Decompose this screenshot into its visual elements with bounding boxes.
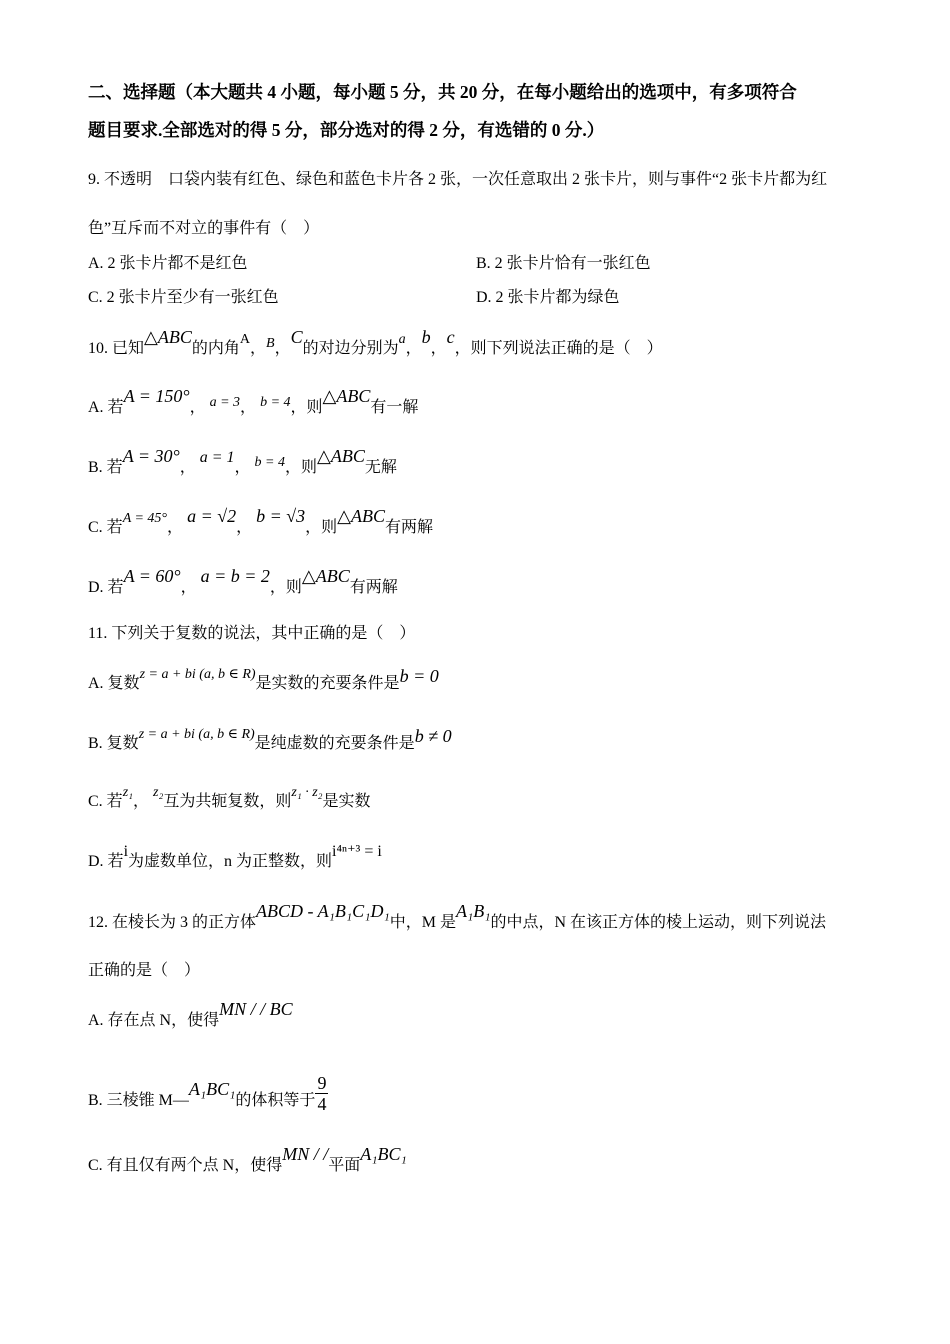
q12-b-tri: A₁BC₁ [188, 1079, 236, 1100]
q11-a-mid: 是实数的充要条件是 [255, 675, 400, 692]
q12-c-mid: 平面 [328, 1157, 361, 1174]
q12-segment: A₁B₁ [455, 901, 491, 921]
q10-side-a: a [398, 332, 406, 347]
q10-a-post: 有一解 [370, 399, 419, 416]
q10-d-cond2: a = b = 2 [200, 566, 270, 586]
q11-stem: 11. 下列关于复数的说法，其中正确的是（ ） [88, 625, 416, 642]
q11-c-z2: z₂ [153, 785, 164, 800]
q10-d-post: 有两解 [349, 579, 398, 596]
q10-b-cond1: A = 30° [122, 446, 180, 466]
q12-stem-line1 [88, 901, 870, 933]
q12-stem-line2: 正确的是（ ） [88, 962, 201, 979]
q9-option-d: D. 2 张卡片都为绿色 [476, 289, 620, 306]
q10-angle-a: A [239, 332, 250, 347]
q12-b-fraction [315, 1073, 328, 1114]
q9-option-a: A. 2 张卡片都不是红色 [88, 255, 248, 272]
q10-c-cond2: a = √2 [187, 506, 237, 526]
q9-option-b: B. 2 张卡片恰有一张红色 [476, 255, 651, 272]
q12-c-plane: A₁BC₁ [360, 1144, 407, 1164]
q11-d-prefix: D. 若 [88, 853, 124, 870]
q9-stem-line2: 色”互斥而不对立的事件有（ ） [88, 220, 320, 237]
q10-angle-c: C [290, 327, 303, 347]
q10-c-post: 有两解 [385, 519, 434, 536]
q11-d-i: i [123, 843, 129, 860]
section-heading-line1: 二、选择题（本大题共 4 小题，每小题 5 分，共 20 分，在每小题给出的选项中，有多项符合 [88, 82, 797, 102]
q12-option-b [88, 1073, 870, 1122]
q10-c-then: ，则 [305, 519, 338, 536]
q10-d-triangle: △ABC [301, 566, 350, 586]
q12-option-c [88, 1144, 870, 1176]
q10-a-cond1: A = 150° [123, 386, 190, 406]
q10-b-triangle: △ABC [317, 446, 365, 466]
q10-d-then: ，则 [269, 579, 302, 596]
q12-b-denominator: 4 [317, 1094, 327, 1114]
q10-option-b: B. 若A = 30°， a = 1， b = 4，则△ABC无解 [88, 446, 397, 476]
q11-a-cond: b = 0 [399, 666, 439, 686]
q10-a-prefix: A. 若 [88, 399, 124, 416]
q10-side-c: c [446, 327, 455, 347]
q11-c-product: z₁ · z₂ [291, 785, 323, 800]
q10-angle-b: B [266, 336, 275, 351]
q10-c-cond3: b = √3 [256, 506, 306, 526]
q9-stem-line1: 9. 不透明 口袋内装有红色、绿色和蓝色卡片各 2 张，一次任意取出 2 张卡片，则与事件“2 张卡片都为红 [88, 171, 828, 188]
q11-b-mid: 是纯虚数的充要条件是 [254, 735, 415, 752]
q12-a-expr: MN / / BC [219, 999, 293, 1019]
q11-c-z1: z₁ [122, 785, 134, 800]
q11-a-prefix: A. 复数 [88, 675, 140, 692]
q11-option-c: C. 若z₁， z₂互为共轭复数，则z₁ · z₂是实数 [88, 785, 371, 810]
q10-a-cond2: a = 3 [209, 395, 241, 410]
q10-d-cond1: A = 60° [123, 566, 181, 586]
q11-c-post: 是实数 [322, 793, 371, 810]
q11-d-mid: 为虚数单位，n 为正整数，则 [128, 853, 333, 870]
q10-b-post: 无解 [364, 459, 397, 476]
q12-text-2: 中，M 是 [389, 914, 456, 931]
q10-option-a: A. 若A = 150°， a = 3， b = 4，则△ABC有一解 [88, 386, 419, 416]
q10-b-then: ，则 [284, 459, 317, 476]
q10-side-b: b [421, 327, 431, 347]
q10-text-4: ，则下列说法正确的是（ ） [454, 340, 663, 357]
q12-a-prefix: A. 存在点 N，使得 [88, 1012, 220, 1029]
q10-c-triangle: △ABC [337, 506, 385, 526]
q11-option-a [88, 666, 870, 695]
q11-b-cond: b ≠ 0 [414, 726, 452, 746]
q11-d-expr: i⁴ⁿ⁺³ = i [332, 843, 382, 860]
q12-option-a [88, 999, 870, 1031]
q10-c-prefix: C. 若 [88, 519, 123, 536]
q9-option-c: C. 2 张卡片至少有一张红色 [88, 289, 279, 306]
q12-cube: ABCD - A₁B₁C₁D₁ [256, 901, 390, 921]
q10-b-prefix: B. 若 [88, 459, 123, 476]
q10-a-triangle: △ABC [322, 386, 371, 406]
q11-b-expr: z = a + bi (a, b ∈ R) [138, 727, 255, 742]
q10-d-prefix: D. 若 [88, 579, 124, 596]
q12-b-numerator: 9 [317, 1073, 327, 1093]
q10-stem: 10. 已知△ABC的内角A，B，C的对边分别为a，b，c，则下列说法正确的是（ ） [88, 327, 663, 357]
q10-a-cond3: b = 4 [260, 395, 291, 410]
q10-option-d: D. 若A = 60°， a = b = 2，则△ABC有两解 [88, 566, 398, 596]
q12-c-prefix: C. 有且仅有两个点 N，使得 [88, 1157, 283, 1174]
q11-a-expr: z = a + bi (a, b ∈ R) [139, 667, 256, 682]
q10-option-c: C. 若A = 45°， a = √2， b = √3，则△ABC有两解 [88, 506, 434, 536]
q10-b-cond3: b = 4 [254, 455, 285, 470]
q11-c-prefix: C. 若 [88, 793, 123, 810]
q12-text-1: 12. 在棱长为 3 的正方体 [88, 914, 257, 931]
q12-c-expr: MN / / [282, 1144, 329, 1164]
q11-b-prefix: B. 复数 [88, 735, 139, 752]
q12-b-mid: 的体积等于 [235, 1092, 316, 1110]
q11-c-mid: 互为共轭复数，则 [163, 793, 292, 810]
q10-text-1: 10. 已知 [88, 340, 145, 357]
q10-text-3: 的对边分别为 [302, 340, 399, 357]
q11-option-b [88, 726, 870, 755]
q11-option-d [88, 843, 870, 872]
q10-a-then: ，则 [290, 399, 323, 416]
q10-triangle: △ABC [144, 327, 192, 347]
q10-text-2: 的内角 [191, 340, 240, 357]
q12-b-prefix: B. 三棱锥 M— [88, 1092, 189, 1110]
section-heading-line2: 题目要求.全部选对的得 5 分，部分选对的得 2 分，有选错的 0 分.） [88, 120, 605, 140]
q10-b-cond2: a = 1 [199, 449, 235, 466]
q12-text-3: 的中点，N 在该正方体的棱上运动，则下列说法 [490, 914, 827, 931]
q10-c-cond1: A = 45° [122, 511, 168, 526]
